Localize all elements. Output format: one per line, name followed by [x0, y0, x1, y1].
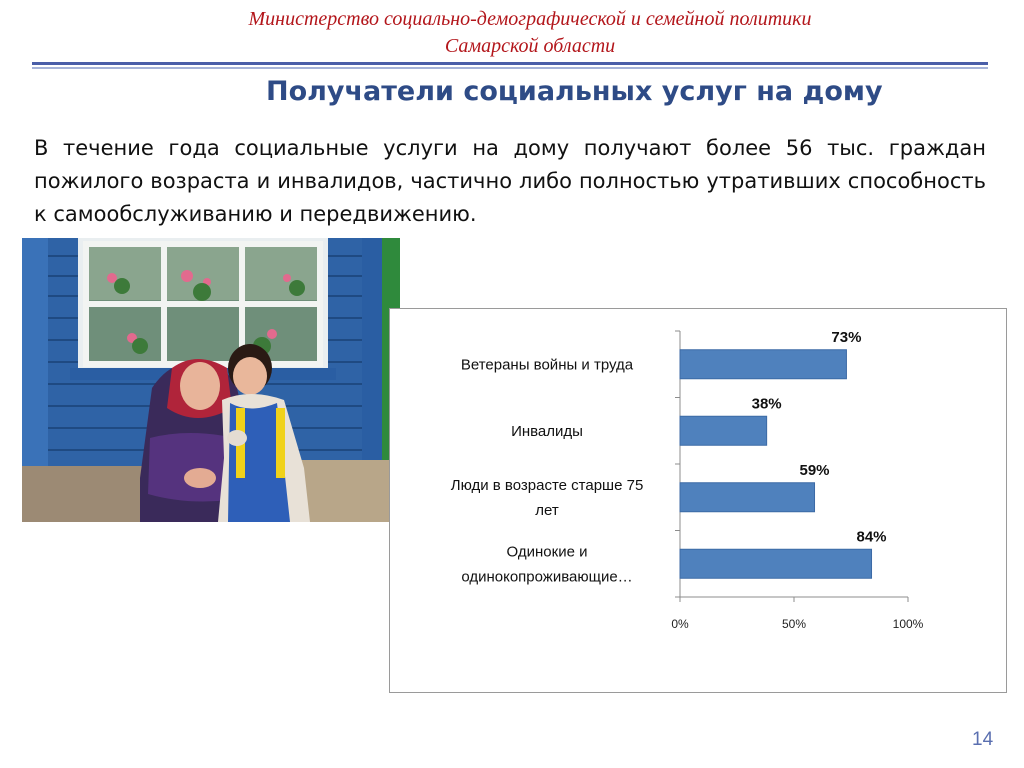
- data-label: 84%: [856, 528, 887, 546]
- header-divider-thick: [32, 62, 988, 65]
- category-label-line: Люди в возрасте старше 75: [450, 476, 644, 494]
- category-label: [511, 423, 583, 440]
- ministry-header: [0, 6, 1024, 60]
- page-number: 14: [972, 729, 994, 750]
- x-tick-label: 100%: [892, 617, 924, 631]
- category-label-line: одинокопроживающие…: [461, 568, 633, 586]
- category-label: [451, 477, 644, 519]
- header-divider-thin: [32, 67, 988, 69]
- ministry-line-2: Самарской области: [444, 35, 616, 57]
- category-label: [461, 543, 632, 585]
- category-label-line: лет: [535, 501, 559, 519]
- category-label: [461, 356, 634, 373]
- data-label: 73%: [831, 328, 862, 346]
- bar: [680, 483, 815, 512]
- bar-chart: [389, 308, 1007, 693]
- x-tick-label: 0%: [671, 617, 689, 631]
- bar: [680, 549, 872, 578]
- data-label: 59%: [799, 461, 830, 479]
- photo-two-women-at-window: [22, 238, 400, 522]
- slide-title: Получатели социальных услуг на дому: [266, 76, 883, 107]
- intro-paragraph: В течение года социальные услуги на дому получают более 56 тыс. граждан пожилого возраста и инвалидов, частично либо полностью утративших способность к самообслуживанию и передвижению.: [34, 136, 986, 226]
- data-label: 38%: [751, 395, 782, 413]
- bar: [680, 416, 767, 445]
- category-label-line: Одинокие и: [506, 543, 588, 561]
- category-label-line: Инвалиды: [511, 422, 583, 440]
- bar-chart-canvas: [390, 309, 1008, 694]
- ministry-line-1: Министерство социально-демографической и семейной политики: [248, 8, 812, 30]
- x-tick-label: 50%: [781, 617, 807, 631]
- bar: [680, 350, 846, 379]
- category-label-line: Ветераны войны и труда: [460, 356, 634, 374]
